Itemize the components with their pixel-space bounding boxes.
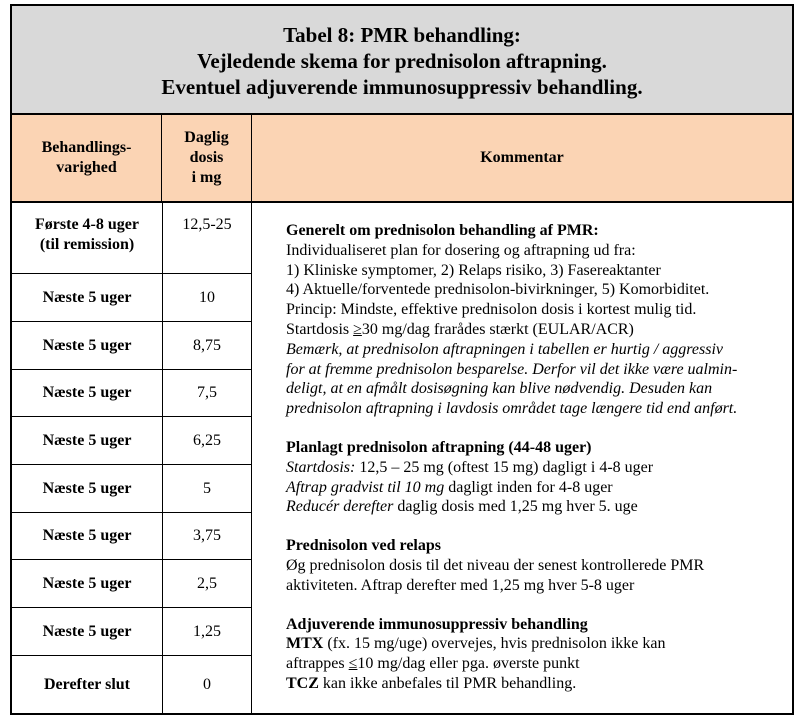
title-line-3: Eventuel adjuverende immunosuppressiv behandling. bbox=[161, 75, 643, 99]
header-dose-line-2: dosis bbox=[189, 149, 224, 166]
relapse-line: Øg prednisolon dosis til det niveau der senest kontrollerede PMR bbox=[286, 556, 705, 574]
planned-section bbox=[286, 438, 786, 517]
table-row-duration: Næste 5 uger bbox=[12, 465, 162, 513]
planned-rest: dagligt inden for 4-8 uger bbox=[444, 478, 613, 496]
header-duration-line-1: Behandlings- bbox=[41, 139, 132, 156]
general-section bbox=[286, 221, 786, 419]
table-row-dose: 6,25 bbox=[163, 417, 251, 465]
table-row-duration: Næste 5 uger bbox=[12, 513, 162, 560]
planned-italic: Startdosis: bbox=[286, 458, 356, 476]
ge-symbol: ≥ bbox=[353, 320, 362, 338]
note-line: deligt, at en afmålt dosisøgning kan blive nødvendig. Desuden kan bbox=[286, 380, 713, 398]
table-row-duration: Derefter slut bbox=[43, 675, 131, 693]
general-line: 1) Kliniske symptomer, 2) Relaps risiko, 3) Fasereaktanter bbox=[286, 261, 661, 279]
general-line: Princip: Mindste, effektive prednisolon dosis i kortest mulig tid. bbox=[286, 301, 697, 319]
table-row-duration: Næste 5 uger bbox=[12, 370, 162, 417]
planned-heading: Planlagt prednisolon aftrapning (44-48 uger) bbox=[286, 438, 592, 456]
table-row-duration: Næste 5 uger bbox=[12, 560, 162, 608]
mtx-label: MTX bbox=[286, 635, 324, 653]
header-duration-line-2: varighed bbox=[56, 159, 117, 176]
adjuvant-heading: Adjuverende immunosuppressiv behandling bbox=[286, 615, 588, 633]
adjuvant-line bbox=[286, 674, 786, 694]
adjuvant-section bbox=[286, 615, 786, 694]
comment-column bbox=[252, 203, 792, 713]
duration-subtext: (til remission) bbox=[39, 236, 135, 253]
prednisolon-table bbox=[10, 4, 794, 715]
adjuvant-rest: kan ikke anbefales til PMR behandling. bbox=[318, 674, 577, 692]
header-dose-line-1: Daglig bbox=[184, 129, 229, 146]
planned-rest: daglig dosis med 1,25 mg hver 5. uge bbox=[393, 498, 638, 516]
title-line-1: Tabel 8: PMR behandling: bbox=[283, 23, 521, 47]
planned-italic: Aftrap gradvist til 10 mg bbox=[286, 478, 445, 496]
adjuvant-line bbox=[286, 654, 786, 674]
table-row-dose: 7,5 bbox=[163, 370, 251, 417]
adjuvant-post: 10 mg/dag eller pga. øverste punkt bbox=[357, 655, 580, 673]
dose-column bbox=[162, 203, 252, 713]
planned-line bbox=[286, 497, 786, 517]
note-line: Bemærk, at prednisolon aftrapningen i tabellen er hurtig / aggressiv bbox=[286, 340, 723, 358]
table-row-duration: Næste 5 uger bbox=[12, 322, 162, 370]
relapse-section bbox=[286, 536, 786, 595]
comment-text bbox=[286, 221, 786, 694]
planned-line bbox=[286, 478, 786, 498]
general-line: 4) Aktuelle/forventede prednisolon-bivirkninger, 5) Komorbiditet. bbox=[286, 281, 710, 299]
note-line: prednisolon aftrapning i lavdosis området tage længere tid end anført. bbox=[286, 400, 738, 418]
le-symbol: ≤ bbox=[348, 655, 358, 673]
adjuvant-line bbox=[286, 634, 786, 654]
table-row-duration bbox=[12, 203, 162, 274]
relapse-line: aktiviteten. Aftrap derefter med 1,25 mg hver 5-8 uger bbox=[286, 576, 635, 594]
duration-column bbox=[12, 203, 162, 713]
table-row-duration: Næste 5 uger bbox=[12, 608, 162, 656]
note-line: for at fremme prednisolon besparelse. Derfor vil det ikke være ualmin- bbox=[286, 360, 738, 378]
header-comment: Kommentar bbox=[480, 149, 564, 166]
table-title bbox=[12, 6, 792, 115]
planned-italic: Reducér derefter bbox=[286, 498, 394, 516]
adjuvant-rest: (fx. 15 mg/uge) overvejes, hvis prednisolon ikke kan bbox=[323, 635, 666, 653]
header-dose-line-3: i mg bbox=[191, 169, 222, 186]
startdose-pre: Startdosis bbox=[286, 320, 354, 338]
table-row-dose: 5 bbox=[163, 465, 251, 513]
planned-rest: 12,5 – 25 mg (oftest 15 mg) dagligt i 4-8 uger bbox=[355, 458, 654, 476]
table-row-dose: 0 bbox=[203, 675, 211, 693]
general-heading: Generelt om prednisolon behandling af PMR: bbox=[286, 222, 599, 239]
startdose-post: 30 mg/dag frarådes stærkt (EULAR/ACR) bbox=[361, 320, 634, 338]
planned-line bbox=[286, 458, 786, 478]
relapse-heading: Prednisolon ved relaps bbox=[286, 537, 441, 555]
header-dose bbox=[162, 115, 252, 201]
title-line-2: Vejledende skema for prednisolon aftrapning. bbox=[197, 49, 607, 73]
tcz-label: TCZ bbox=[286, 674, 319, 692]
table-row-dose: 10 bbox=[163, 274, 251, 322]
table-row-dose: 2,5 bbox=[163, 560, 251, 608]
table-row-duration: Næste 5 uger bbox=[12, 274, 162, 322]
table-row-dose: 8,75 bbox=[163, 322, 251, 370]
table-header-row bbox=[12, 115, 792, 203]
header-duration bbox=[12, 115, 162, 201]
table-row-duration: Næste 5 uger bbox=[12, 417, 162, 465]
table-row-dose: 1,25 bbox=[163, 608, 251, 656]
table-row-dose: 3,75 bbox=[163, 513, 251, 560]
duration-text: Første 4-8 uger bbox=[35, 216, 139, 233]
general-line: Individualiseret plan for dosering og aftrapning ud fra: bbox=[286, 241, 636, 259]
adjuvant-pre: aftrappes bbox=[286, 655, 349, 673]
startdose-line bbox=[286, 320, 786, 340]
table-row-dose: 12,5-25 bbox=[163, 203, 251, 274]
